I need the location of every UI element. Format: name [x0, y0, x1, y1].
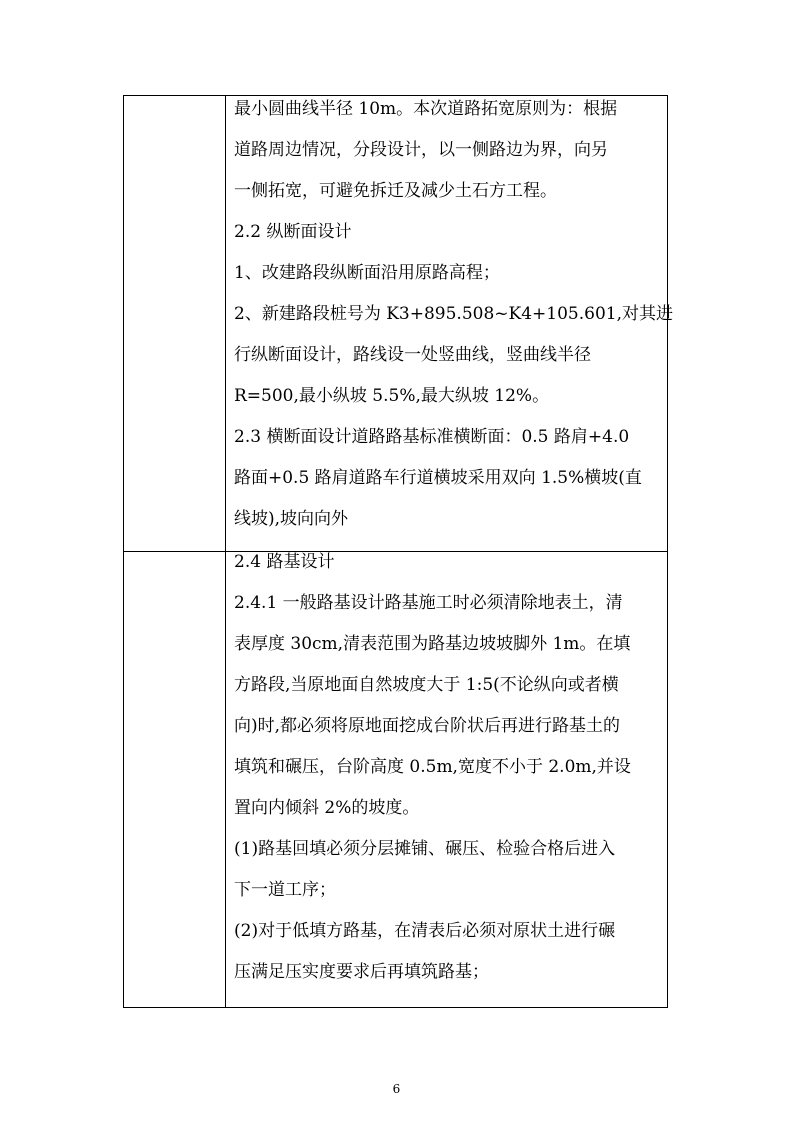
text-line: 向)时,都必须将原地面挖成台阶状后再进行路基土的	[234, 716, 621, 736]
document-table	[123, 95, 673, 1008]
table-row	[123, 95, 673, 552]
text-line: 置向内倾斜 2%的坡度。	[234, 798, 420, 818]
text-line: 路面+0.5 路肩道路车行道横坡采用双向 1.5%横坡(直	[234, 468, 642, 488]
text-line: 2、新建路段桩号为 K3+895.508~K4+105.601,对其进	[234, 304, 673, 324]
page-number: 6	[392, 1082, 401, 1096]
text-line: (2)对于低填方路基，在清表后必须对原状土进行碾	[234, 921, 616, 941]
text-line: 表厚度 30cm,清表范围为路基边坡坡脚外 1m。在填	[234, 634, 631, 654]
text-line: 道路周边情况，分段设计，以一侧路边为界，向另	[234, 140, 608, 160]
table-cell-left	[124, 551, 226, 1007]
text-line: 线坡),坡向向外	[234, 509, 349, 529]
text-line: R=500,最小纵坡 5.5%,最大纵坡 12%。	[234, 386, 550, 406]
text-line: 2.3 横断面设计道路路基标准横断面：0.5 路肩+4.0	[234, 427, 630, 447]
section-heading: 2.4 路基设计	[234, 552, 335, 572]
text-line: 压满足压实度要求后再填筑路基；	[234, 962, 489, 982]
table-row	[123, 551, 668, 1008]
text-line: 填筑和碾压，台阶高度 0.5m,宽度不小于 2.0m,并设	[234, 757, 631, 777]
text-line: 最小圆曲线半径 10m。本次道路拓宽原则为：根据	[234, 99, 618, 119]
text-line: 一侧拓宽，可避免拆迁及减少土石方工程。	[234, 181, 557, 201]
text-line: 2.4.1 一般路基设计路基施工时必须清除地表土，清	[234, 593, 623, 613]
table-cell-content	[226, 96, 673, 551]
text-line: 下一道工序；	[234, 880, 336, 900]
text-line: 行纵断面设计，路线设一处竖曲线，竖曲线半径	[234, 345, 591, 365]
text-line: 1、改建路段纵断面沿用原路高程；	[234, 263, 500, 283]
section-heading: 2.2 纵断面设计	[234, 222, 352, 242]
text-line: (1)路基回填必须分层摊铺、碾压、检验合格后进入	[234, 839, 616, 859]
table-cell-content	[226, 551, 667, 1007]
table-cell-left	[124, 96, 226, 551]
text-line: 方路段,当原地面自然坡度大于 1:5(不论纵向或者横	[234, 675, 619, 695]
